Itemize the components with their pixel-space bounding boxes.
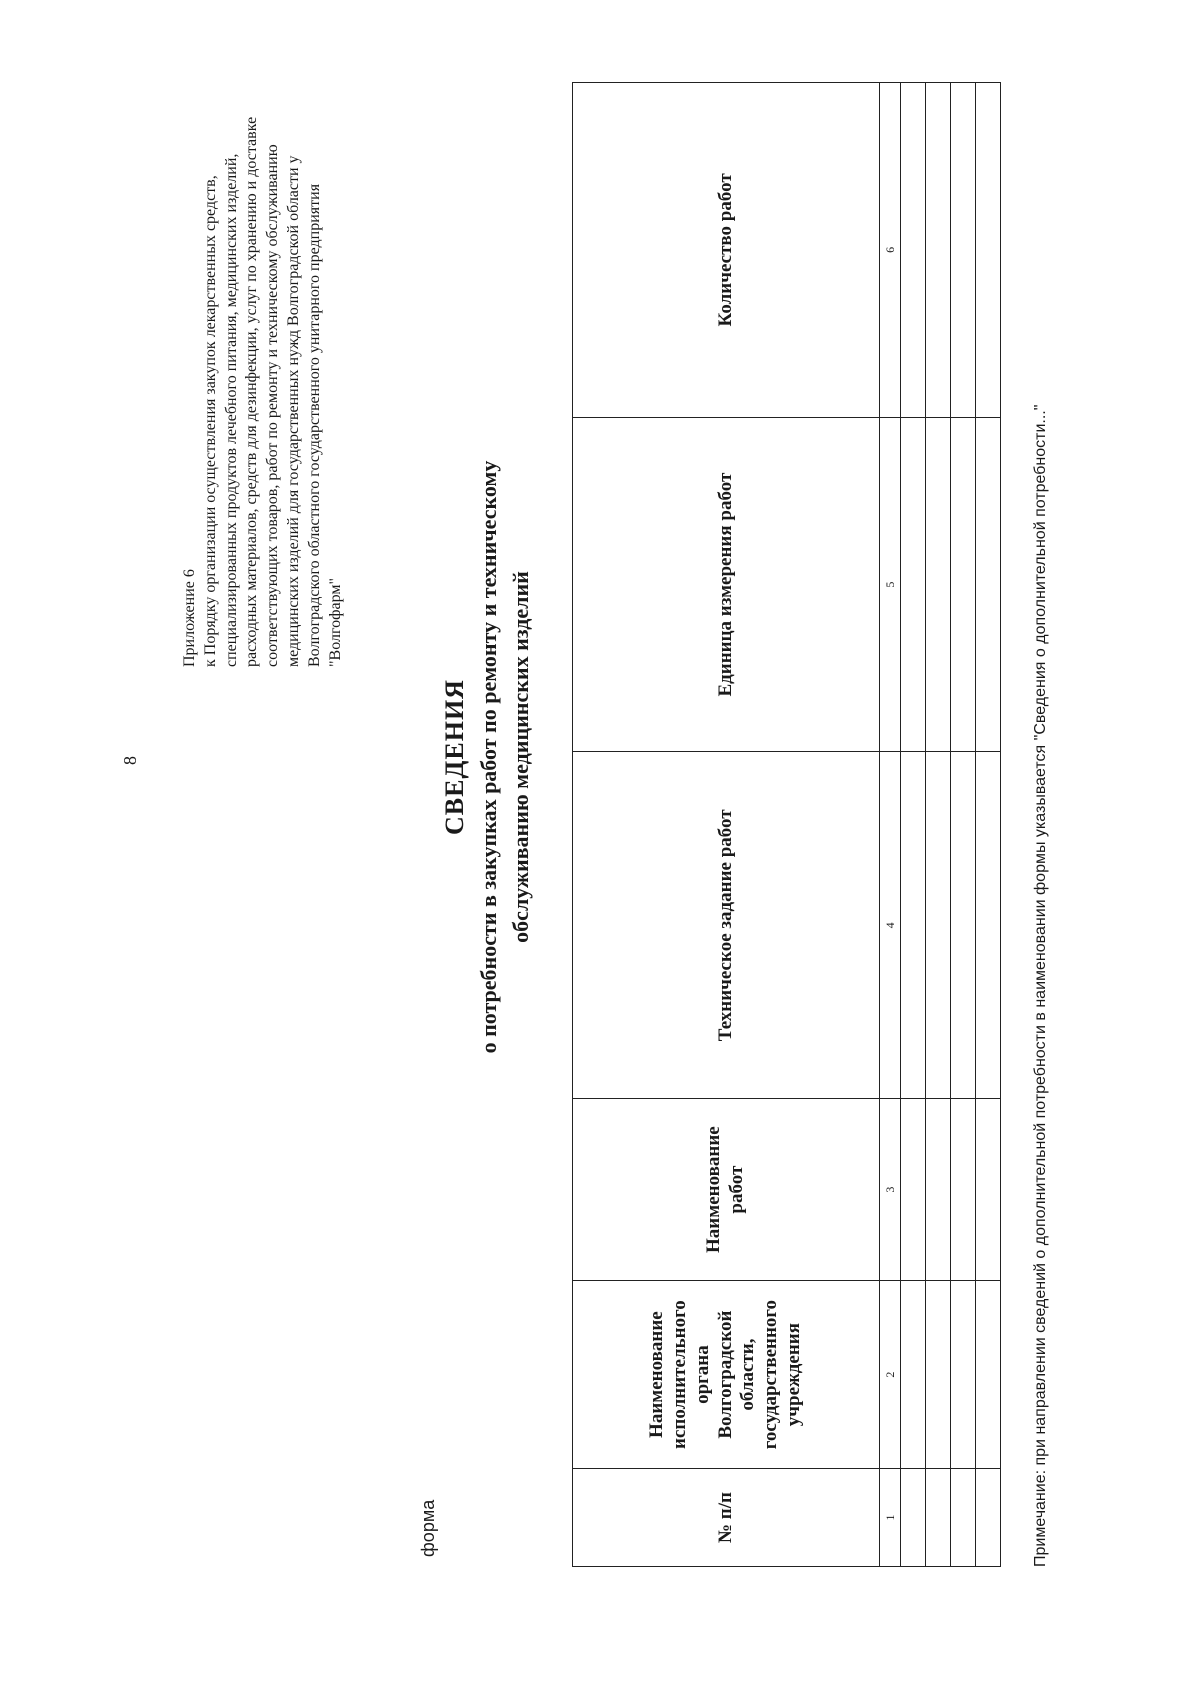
- appendix-reference: к Порядку организации осуществления закупок лекарственных средств, специализированных продуктов лечебного питания, медицинских изделий, расходных материалов, средств для дезинфекции, услуг по хранению и доставке соответствующих товаров, работ по ремонту и техническому обслуживанию медицинских изделий для государственных нужд Волгоградской области у Волгоградского областного государственного унитарного предприятия "Волгофарм": [201, 116, 344, 667]
- table-row: [951, 83, 976, 1567]
- table-row: [901, 83, 926, 1567]
- requirements-table: [572, 82, 1001, 1567]
- header-number: № п/п: [573, 1469, 880, 1567]
- header-executive-body: Наименование исполнительного органа Волгоградской области, государственного учреждения: [573, 1281, 880, 1469]
- title-main: СВЕДЕНИЯ: [440, 679, 469, 835]
- column-number: 3: [880, 1099, 901, 1281]
- column-number: 2: [880, 1281, 901, 1469]
- page-number: 8: [120, 756, 140, 765]
- header-technical-task: Техническое задание работ: [573, 752, 880, 1099]
- table-row: [976, 83, 1001, 1567]
- column-number: 6: [880, 83, 901, 418]
- appendix-title: Приложение 6: [181, 569, 198, 667]
- table-header-row: [573, 83, 880, 1567]
- document-title: [440, 217, 535, 1297]
- form-label: форма: [418, 1499, 438, 1557]
- column-number: 5: [880, 417, 901, 752]
- title-line-1: о потребности в закупках работ по ремонту и техническому: [476, 460, 501, 1054]
- column-number: 1: [880, 1469, 901, 1567]
- header-work-name: Наименование работ: [573, 1099, 880, 1281]
- header-unit: Единица измерения работ: [573, 417, 880, 752]
- title-line-2: обслуживанию медицинских изделий: [508, 571, 534, 943]
- header-quantity: Количество работ: [573, 83, 880, 418]
- appendix-block: [180, 97, 346, 667]
- footnote: Примечание: при направлении сведений о дополнительной потребности в наименовании формы указывается "Сведения о дополнительной потребности...": [1032, 404, 1049, 1567]
- column-number: 4: [880, 752, 901, 1099]
- table-row: [926, 83, 951, 1567]
- column-number-row: [880, 83, 901, 1567]
